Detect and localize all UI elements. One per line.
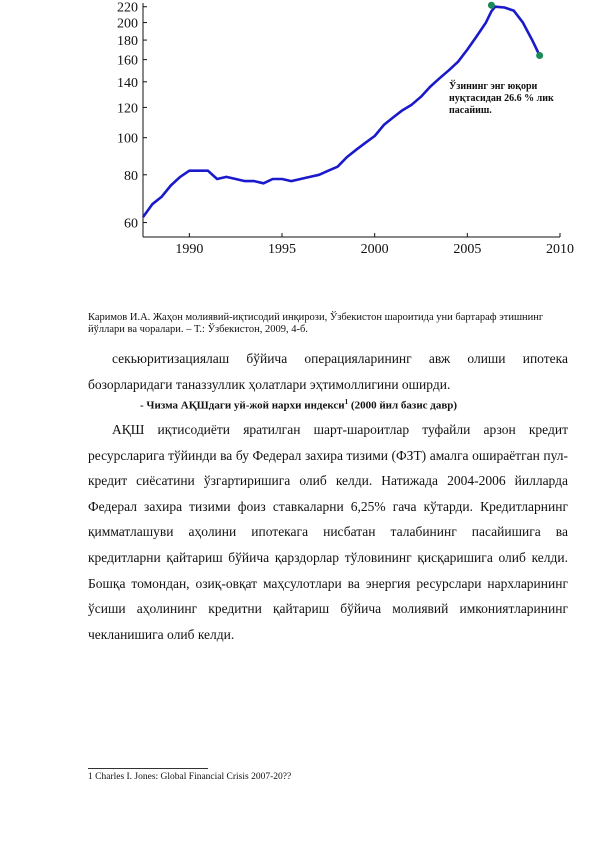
footnote-divider	[88, 768, 208, 769]
y-tick-label-120: 120	[117, 101, 138, 117]
caption-footnote-ref: 1	[344, 398, 349, 406]
paragraph-1: секьюритизациялаш бўйича операцияларининг авж олиши ипотека бозорларидаги таназзуллик ҳолатлари эҳтимоллигини оширди.	[88, 351, 568, 392]
x-tick-label-2000: 2000	[360, 242, 389, 257]
paragraph-2: АҚШ иқтисодиёти яратилган шарт-шароитлар туфайли арзон кредит ресурсларига тўйинди ва бу Федерал захира тизими (ФЗТ) амалга ошираётган пул-кредит сиёсатини ўзгартиришига олиб келди. Натижада 2004-2006 йилларда Федерал захира тизими фоиз ставкаларни 6,25% гача кўтарди. Кредитларнинг қимматлашуви аҳолини ипотекага нисбатан талабининг пасайишига ва кредитларни қайтариш бўйича қарздорлар тўловининг қисқаришига олиб келди. Бошқа томондан, озиқ-овқат маҳсулотлари ва энергия ресурслари нархларининг ўсиши аҳолининг кредитни қайтариш бўйича молиявий имкониятларининг чекланишига олиб келди.	[88, 422, 568, 642]
caption-text: - Чизма АҚШдаги уй-жой нархи индекси	[140, 399, 345, 412]
x-tick-label-2010: 2010	[546, 242, 574, 257]
annotation-line-2: нуқтасидан 26.6 % лик	[449, 93, 554, 104]
caption-tail: (2000 йил базис давр)	[348, 399, 458, 412]
y-tick-label-100: 100	[117, 131, 138, 147]
footnote: 1 Charles I. Jones: Global Financial Crisis 2007-20??	[88, 772, 292, 782]
x-tick-label-2005: 2005	[453, 242, 482, 257]
annotation-line-1: Ўзининг энг юқори	[449, 81, 538, 92]
y-tick-label-220: 220	[117, 0, 138, 16]
chart-annotation	[449, 80, 554, 116]
y-tick-label-160: 160	[117, 53, 138, 69]
marker-point-1	[488, 2, 495, 9]
chart-axes	[143, 3, 560, 237]
y-tick-label-140: 140	[117, 75, 138, 91]
x-tick-label-1990: 1990	[175, 242, 204, 257]
y-tick-label-180: 180	[117, 34, 138, 50]
house-price-index-chart	[0, 0, 595, 260]
y-tick-label-60: 60	[124, 216, 138, 232]
figure-caption	[140, 398, 457, 412]
source-note: Каримов И.А. Жаҳон молиявий-иқтисодий инқирози, Ўзбекистон шароитида уни бартараф этишнинг йўллари ва чоралари. – Т.: Ўзбекистон, 2009, 4-б.	[88, 312, 544, 335]
y-tick-label-200: 200	[117, 16, 138, 32]
x-tick-label-1995: 1995	[268, 242, 296, 257]
annotation-line-3: пасайиш.	[449, 105, 492, 116]
y-tick-label-80: 80	[124, 168, 138, 184]
chart-markers	[488, 2, 543, 59]
marker-point-2	[536, 52, 543, 59]
